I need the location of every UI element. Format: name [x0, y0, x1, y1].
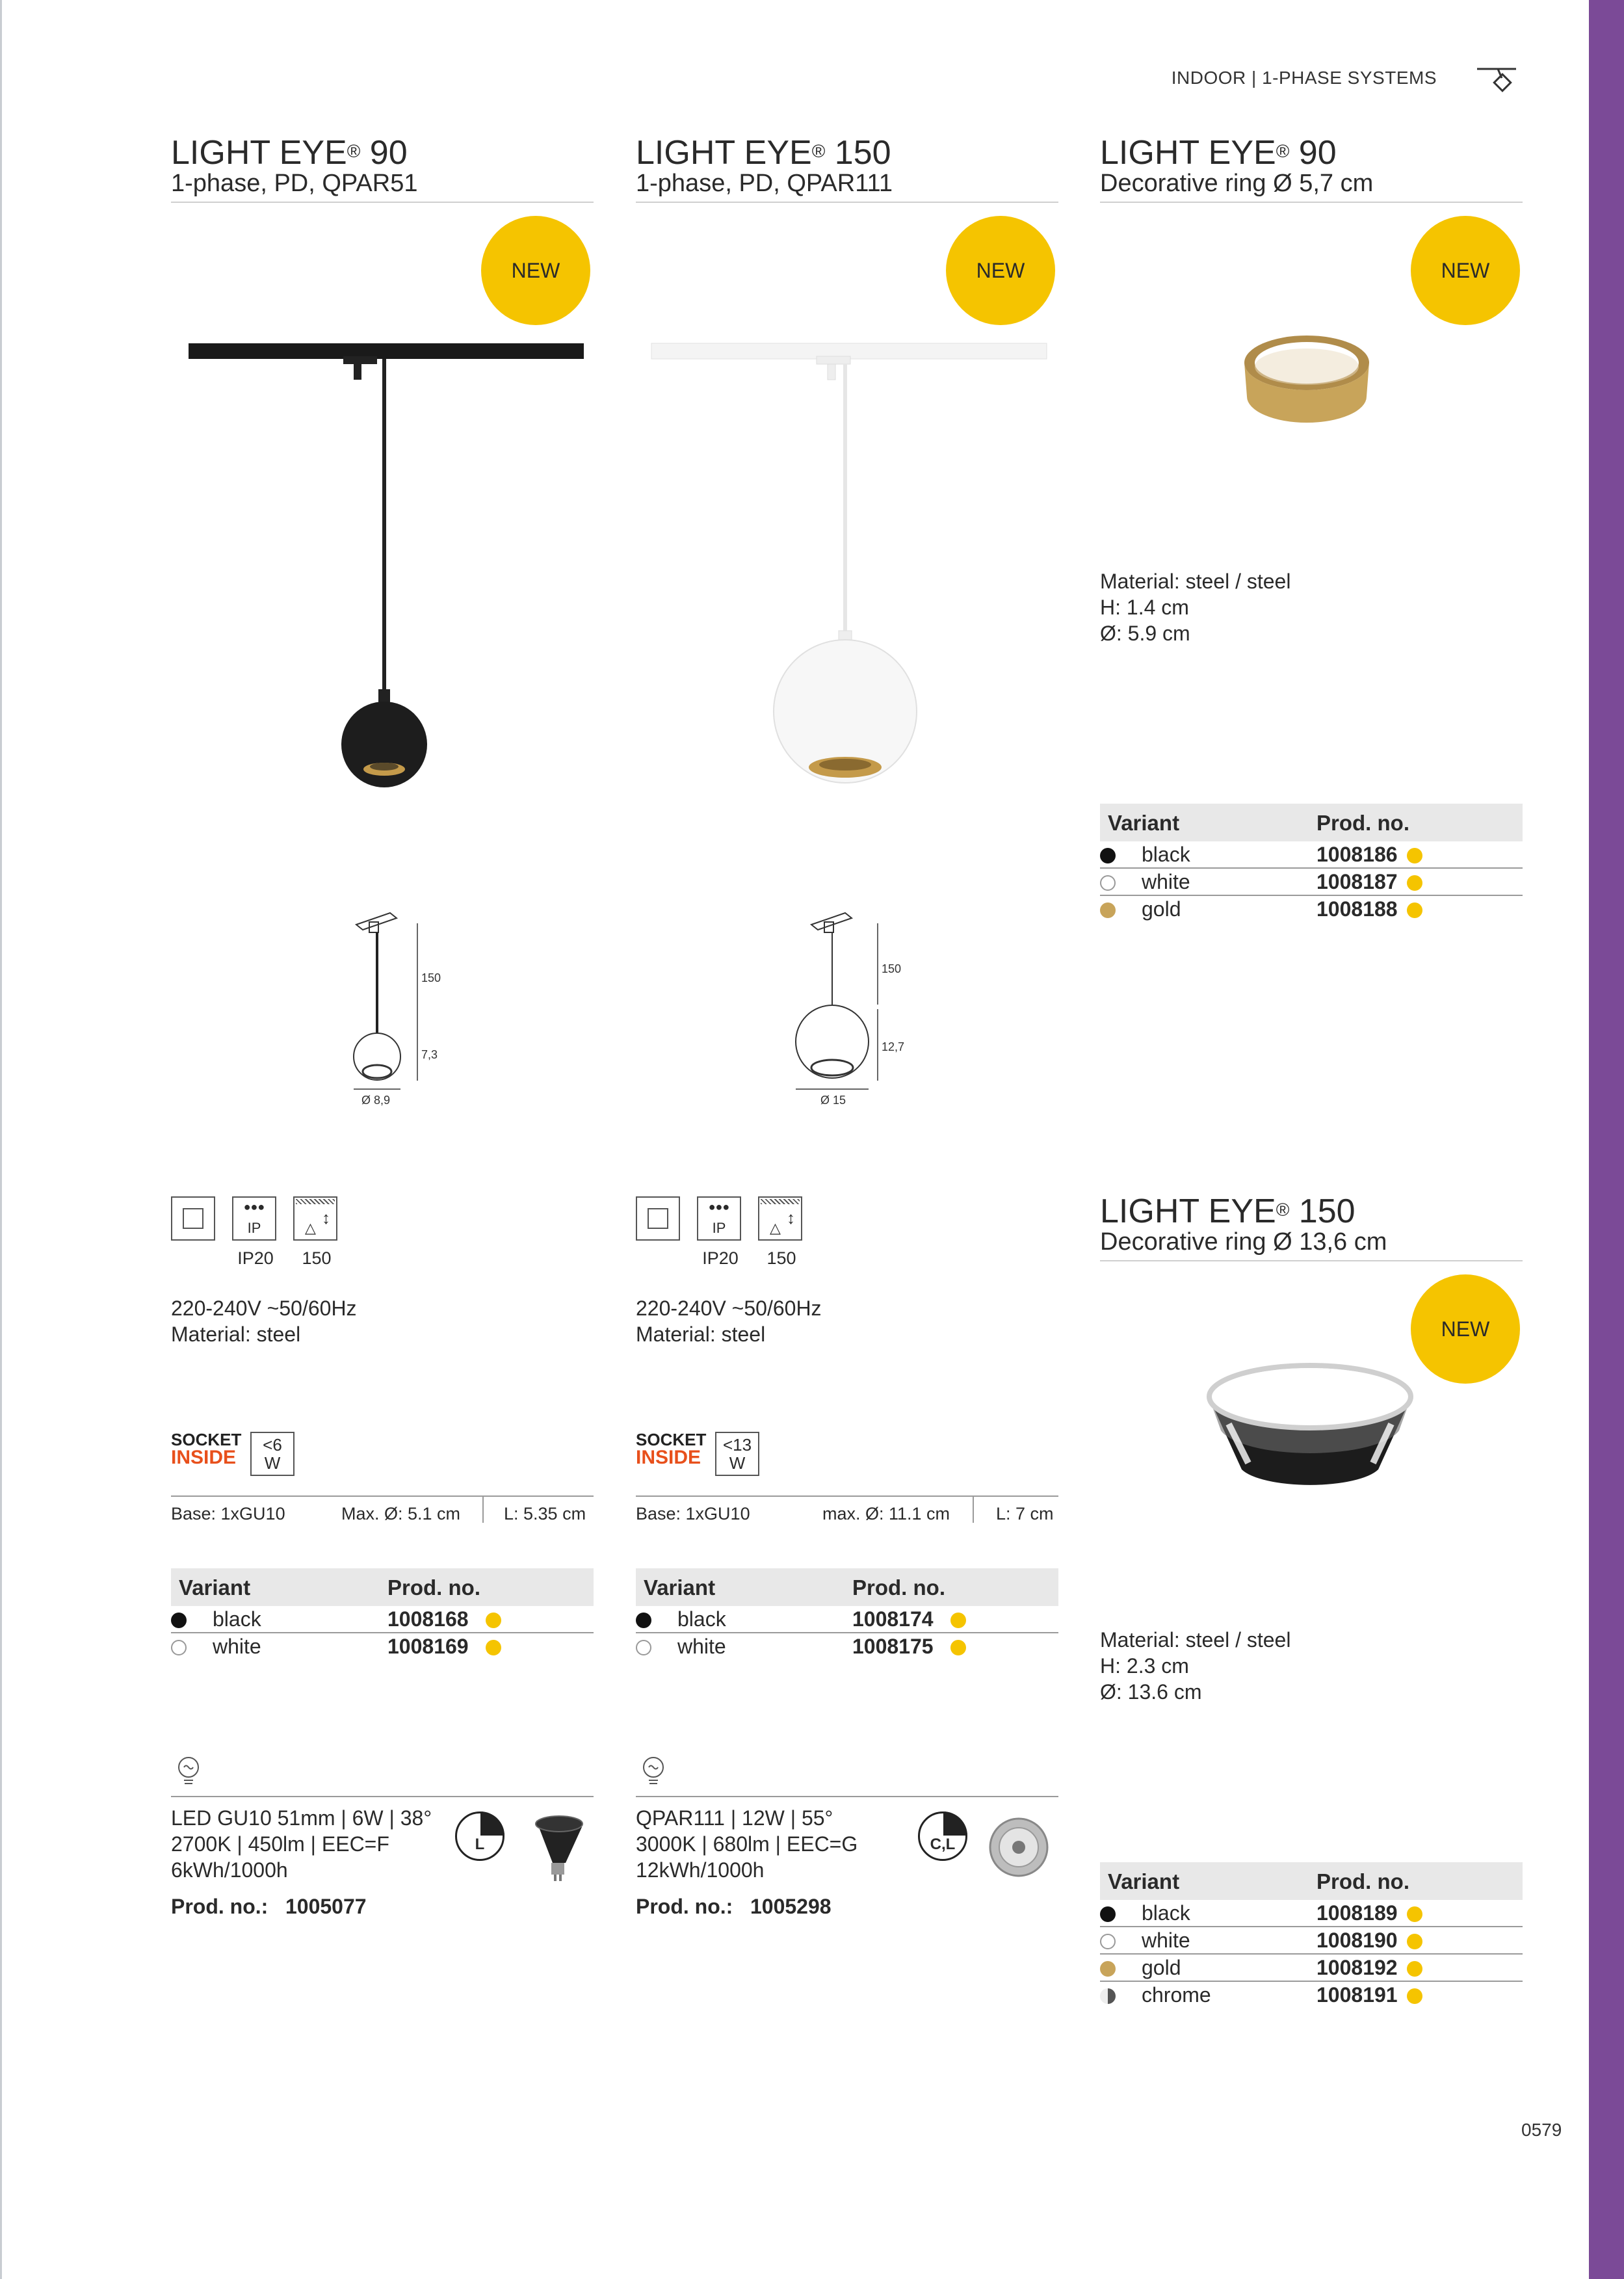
divider: [1100, 1260, 1523, 1261]
max-watt-box: <6 W: [250, 1432, 295, 1476]
variant-row: gold 1008192: [1100, 1955, 1523, 1982]
product-heading-1: [171, 134, 594, 198]
spec-material: Material: steel: [171, 1323, 301, 1346]
gu10-lamp-image: [520, 1814, 592, 1886]
new-badge: NEW: [1411, 216, 1520, 325]
variant-row: white 1008175: [636, 1633, 1058, 1659]
ring-heading-1: [1100, 134, 1523, 198]
ring-specs: Material: steel / steel H: 1.4 cm Ø: 5.9 cm: [1100, 570, 1291, 645]
qpar111-lamp-image: [983, 1811, 1054, 1883]
chrome-ring-image: [1203, 1339, 1417, 1495]
gold-swatch-icon: [1100, 902, 1116, 918]
divider: [1100, 202, 1523, 203]
lamp-specs: LED GU10 51mm | 6W | 38° 2700K | 450lm | EEC=F 6kWh/1000h: [171, 1806, 432, 1882]
base-type: Base: 1xGU10: [171, 1504, 285, 1523]
black-swatch-icon: [1100, 1906, 1116, 1922]
ring-title: LIGHT EYE® 150: [1100, 1192, 1356, 1230]
divider: [973, 1497, 974, 1523]
max-diameter: Max. Ø: 5.1 cm: [341, 1504, 461, 1523]
product-title: LIGHT EYE® 150: [636, 134, 891, 172]
ring-subtitle: Decorative ring Ø 5,7 cm: [1100, 170, 1374, 197]
new-badge: NEW: [481, 216, 590, 325]
black-swatch-icon: [171, 1613, 187, 1628]
availability-dot-icon: [950, 1640, 966, 1655]
variant-row: black 1008168: [171, 1606, 594, 1633]
dimmable-icon: C,L: [918, 1811, 967, 1861]
availability-dot-icon: [486, 1613, 501, 1628]
availability-dot-icon: [950, 1613, 966, 1628]
base-type: Base: 1xGU10: [636, 1504, 750, 1523]
section-label: INDOOR | 1-PHASE SYSTEMS: [1171, 68, 1437, 88]
variant-row: chrome 1008191: [1100, 1982, 1523, 2008]
black-swatch-icon: [1100, 848, 1116, 863]
product-subtitle: 1-phase, PD, QPAR111: [636, 170, 893, 197]
availability-dot-icon: [1407, 1961, 1422, 1977]
dimension-drawing-2: [793, 904, 930, 1118]
availability-dot-icon: [1407, 1906, 1422, 1922]
divider: [636, 1796, 1058, 1797]
socket-inside-logo: SOCKET INSIDE: [636, 1430, 707, 1468]
availability-dot-icon: [1407, 875, 1422, 891]
socket-inside-logo: SOCKET INSIDE: [171, 1430, 242, 1468]
product-title: LIGHT EYE® 90: [171, 134, 408, 172]
dimmable-icon: L: [455, 1811, 504, 1861]
bulb-icon: [176, 1756, 202, 1787]
bulb-icon: [640, 1756, 666, 1787]
ip-rating-icon: ●●● IP: [697, 1196, 741, 1241]
spec-voltage: 220-240V ~50/60Hz: [636, 1297, 822, 1320]
white-swatch-icon: [636, 1640, 651, 1655]
dim-cable-label: 150: [421, 971, 441, 984]
variant-row: black 1008189: [1100, 1900, 1523, 1927]
product-subtitle: 1-phase, PD, QPAR51: [171, 170, 418, 197]
class-protection-icon: [636, 1196, 680, 1241]
availability-dot-icon: [1407, 848, 1422, 863]
dim-cable-label: 150: [882, 962, 902, 975]
spec-material: Material: steel: [636, 1323, 766, 1346]
variant-table-header: Variant Prod. no.: [1100, 804, 1523, 841]
black-swatch-icon: [636, 1613, 651, 1628]
divider: [171, 1495, 594, 1497]
dim-height-label: 12,7: [882, 1040, 905, 1053]
length: L: 5.35 cm: [504, 1504, 586, 1523]
new-badge: NEW: [1411, 1274, 1520, 1384]
gold-swatch-icon: [1100, 1961, 1116, 1977]
ring-title: LIGHT EYE® 90: [1100, 134, 1337, 172]
dimension-drawing-1: [338, 904, 475, 1118]
variant-row: white 1008169: [171, 1633, 594, 1659]
white-swatch-icon: [171, 1640, 187, 1655]
specs-block: [171, 1295, 357, 1347]
section-header: [1105, 68, 1437, 88]
divider: [482, 1497, 484, 1523]
page-edge-line: [0, 0, 2, 2279]
divider: [636, 202, 1058, 203]
availability-dot-icon: [1407, 902, 1422, 918]
section-color-tab: [1589, 0, 1624, 2279]
product-heading-2: [636, 134, 1058, 198]
white-swatch-icon: [1100, 1934, 1116, 1949]
divider: [171, 1796, 594, 1797]
ip-label: IP20: [237, 1248, 274, 1268]
variant-row: black 1008186: [1100, 841, 1523, 869]
variant-row: white 1008190: [1100, 1927, 1523, 1955]
dim-diameter-label: Ø 15: [820, 1094, 846, 1107]
ring-heading-2: [1100, 1192, 1523, 1256]
variant-row: white 1008187: [1100, 869, 1523, 896]
lamp-prod-no: Prod. no.: 1005298: [636, 1895, 832, 1918]
white-swatch-icon: [1100, 875, 1116, 891]
cable-length-icon: △ ↕: [293, 1196, 337, 1241]
availability-dot-icon: [486, 1640, 501, 1655]
cable-length-label: 150: [766, 1248, 796, 1268]
divider: [636, 1495, 1058, 1497]
variant-table-header: Variant Prod. no.: [171, 1568, 594, 1606]
variant-row: black 1008174: [636, 1606, 1058, 1633]
lamp-specs: QPAR111 | 12W | 55° 3000K | 680lm | EEC=G 12kWh/1000h: [636, 1806, 858, 1882]
product-image-black-pendant: [187, 338, 585, 793]
spec-voltage: 220-240V ~50/60Hz: [171, 1297, 357, 1320]
cable-length-label: 150: [302, 1248, 332, 1268]
class-protection-icon: [171, 1196, 215, 1241]
availability-dot-icon: [1407, 1934, 1422, 1949]
lamp-prod-no: Prod. no.: 1005077: [171, 1895, 367, 1918]
max-diameter: max. Ø: 11.1 cm: [822, 1504, 950, 1523]
dim-diameter-label: Ø 8,9: [361, 1094, 391, 1107]
product-image-white-pendant: [650, 338, 1048, 793]
gold-ring-image: [1229, 312, 1385, 436]
divider: [171, 202, 594, 203]
ip-rating-icon: ●●● IP: [232, 1196, 276, 1241]
cable-length-icon: △ ↕: [758, 1196, 802, 1241]
availability-dot-icon: [1407, 1988, 1422, 2004]
variant-table-header: Variant Prod. no.: [1100, 1862, 1523, 1900]
ring-subtitle: Decorative ring Ø 13,6 cm: [1100, 1228, 1387, 1256]
variant-table-header: Variant Prod. no.: [636, 1568, 1058, 1606]
max-watt-box: <13 W: [715, 1432, 759, 1476]
track-system-icon: [1476, 64, 1523, 96]
length: L: 7 cm: [996, 1504, 1054, 1523]
page-number: 0579: [1521, 2120, 1562, 2140]
new-badge: NEW: [946, 216, 1055, 325]
chrome-swatch-icon: [1100, 1988, 1116, 2004]
ip-label: IP20: [702, 1248, 739, 1268]
dim-height-label: 7,3: [421, 1048, 438, 1061]
ring-specs: Material: steel / steel H: 2.3 cm Ø: 13.6 cm: [1100, 1628, 1291, 1704]
variant-row: gold 1008188: [1100, 896, 1523, 922]
specs-block: [636, 1295, 822, 1347]
